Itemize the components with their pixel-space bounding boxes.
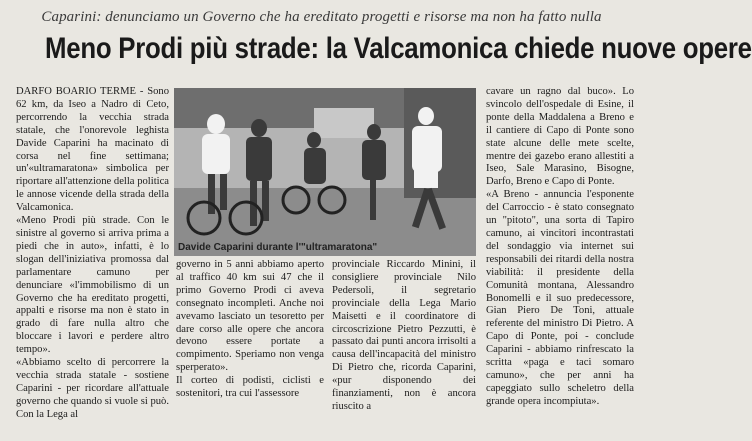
paragraph: «Abbiamo scelto di percorrere la vecchia strada statale - sostiene Caparini - per ricordare all'attuale governo che quando si vuole si può. Con la Lega al [16,357,169,420]
article-headline: Meno Prodi più strade: la Valcamonica chiede nuove opere [45,32,752,65]
paragraph: governo in 5 anni abbiamo aperto al traffico 40 km sui 47 che il primo Governo Prodi ci aveva consegnato incompleti. Anche noi avevamo lasciato un tesoretto per dare corso alle opere che ancora devono essere portate a compimento. Speriamo non venga sperperato». [176,259,324,374]
article-column-2 [176,259,324,401]
article-column-1 [16,86,169,422]
paragraph: «Meno Prodi più strade. Con le sinistre al governo si arriva prima a piedi che in auto», infatti, è lo slogan dell'iniziativa promossa dal parlamentare camuno per denunciare «l'immobilismo di un Governo che ha ereditato progetti, appalti e risorse ma non è stato in grado di fare nulla altro che bloccare i lavori e perdere altro tempo». [16,215,169,356]
photo-caption: Davide Caparini durante l'"ultramaratona" [178,242,378,253]
paragraph: cavare un ragno dal buco». Lo svincolo dell'ospedale di Esine, il ponte della Maddalena a Breno e il cantiere di Capo di Ponte sono state alcune delle mete scelte, mentre dei gazebo erano allestiti a Iseo, Sale Marasino, Bisogne, Darfo, Breno e Capo di Ponte. [486,86,634,188]
paragraph: «A Breno - annuncia l'esponente del Carroccio - è stato consegnato un "pitoto", una sorta di Tapiro camuno, ai vincitori incontrastati del sondaggio via internet sui responsabili dei ritardi della nostra viabilità: il presidente della Comunità montana, Alessandro Bonomelli e il suo predecessore, Gian Piero De Toni, attuale referente del ministro Di Pietro. A Capo di Ponte, poi - conclude Caparini - abbiamo rinfrescato la scritta «paga e taci somaro camuno», che per anni ha capeggiato sullo scheletro della grande opera incompiuta». [486,189,634,407]
article-photo [174,88,476,256]
paragraph: DARFO BOARIO TERME - Sono 62 km, da Iseo a Nadro di Ceto, percorrendo la vecchia strada statale, che l'onorevole leghista Davide Caparini ha macinato di corsa nel fine settimana; un'«ultramaratona» simbolica per riportare all'attenzione della politica le annose vicende della strada della Valcamonica. [16,86,169,214]
article-column-4 [486,86,634,409]
runners-photo-image [174,88,476,256]
paragraph: provinciale Riccardo Minini, il consigliere provinciale Nilo Pedersoli, il segretario provinciale della Lega Mario Maisetti e il coordinatore di circoscrizione Pietro Pezzutti, è passato dai punti ancora irrisolti a causa dell'incapacità del ministro Di Pietro che, ricorda Caparini, «pur disponendo dei finanziamenti, non è ancora riuscito a [332,259,476,412]
article-column-3 [332,259,476,414]
paragraph: Il corteo di podisti, ciclisti e sostenitori, tra cui l'assessore [176,375,324,400]
article-kicker: Caparini: denunciamo un Governo che ha ereditato progetti e risorse ma non ha fatto nulla [41,9,602,25]
